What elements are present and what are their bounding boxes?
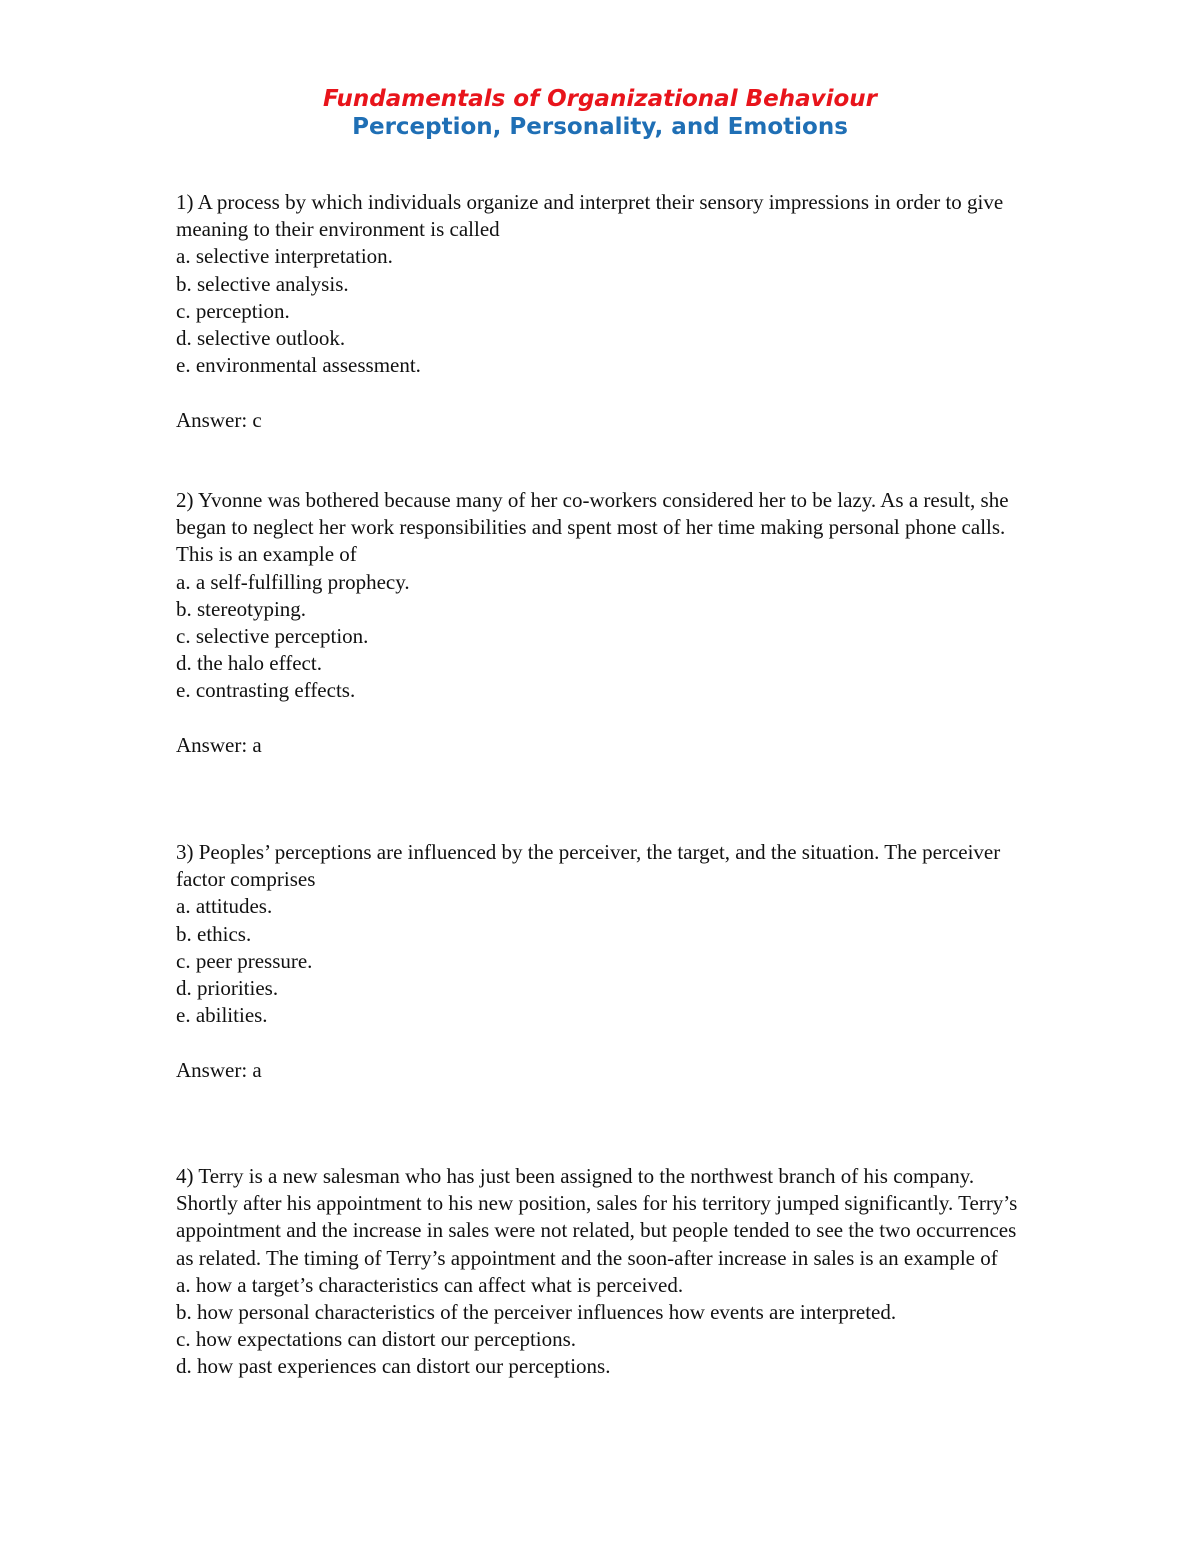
option-e: e. environmental assessment.: [176, 353, 421, 378]
question-4: [176, 1163, 1036, 1381]
option-b: b. ethics.: [176, 921, 252, 946]
option-a: a. selective interpretation.: [176, 244, 393, 269]
answer: Answer: a: [176, 732, 262, 757]
option-d: d. selective outlook.: [176, 326, 346, 351]
document-subtitle: Perception, Personality, and Emotions: [352, 114, 848, 140]
option-e: e. abilities.: [176, 1003, 268, 1028]
option-d: d. the halo effect.: [176, 651, 322, 676]
option-c: c. how expectations can distort our perceptions.: [176, 1327, 577, 1352]
question-stem: 3) Peoples’ perceptions are influenced by the perceiver, the target, and the situation. The perceiver factor comprises: [176, 840, 1001, 892]
option-b: b. stereotyping.: [176, 596, 307, 621]
question-2: [176, 487, 1036, 759]
option-a: a. how a target’s characteristics can affect what is perceived.: [176, 1272, 684, 1297]
option-c: c. selective perception.: [176, 624, 369, 649]
answer: Answer: c: [176, 407, 262, 432]
question-3: [176, 839, 1036, 1084]
option-d: d. how past experiences can distort our perceptions.: [176, 1354, 611, 1379]
option-d: d. priorities.: [176, 976, 279, 1001]
option-c: c. perception.: [176, 298, 290, 323]
option-a: a. attitudes.: [176, 894, 273, 919]
document-title: Fundamentals of Organizational Behaviour: [322, 86, 878, 112]
option-c: c. peer pressure.: [176, 948, 313, 973]
option-b: b. how personal characteristics of the perceiver influences how events are interpreted.: [176, 1300, 897, 1325]
option-b: b. selective analysis.: [176, 271, 349, 296]
question-1: [176, 189, 1036, 434]
answer: Answer: a: [176, 1057, 262, 1082]
question-stem: 4) Terry is a new salesman who has just been assigned to the northwest branch of his company. Shortly after his appointment to his new position, sales for his territory jumped significantly. Terry’s appointment and the increase in sales were not related, but people tended to see the two occurrences as related. The timing of Terry’s appointment and the soon-after increase in sales is an example of: [176, 1164, 1018, 1270]
option-a: a. a self-fulfilling prophecy.: [176, 569, 410, 594]
option-e: e. contrasting effects.: [176, 678, 356, 703]
question-stem: 2) Yvonne was bothered because many of her co-workers considered her to be lazy. As a result, she began to neglect her work responsibilities and spent most of her time making personal phone calls. This is an example of: [176, 488, 1009, 567]
question-stem: 1) A process by which individuals organize and interpret their sensory impressions in order to give meaning to their environment is called: [176, 190, 1004, 242]
